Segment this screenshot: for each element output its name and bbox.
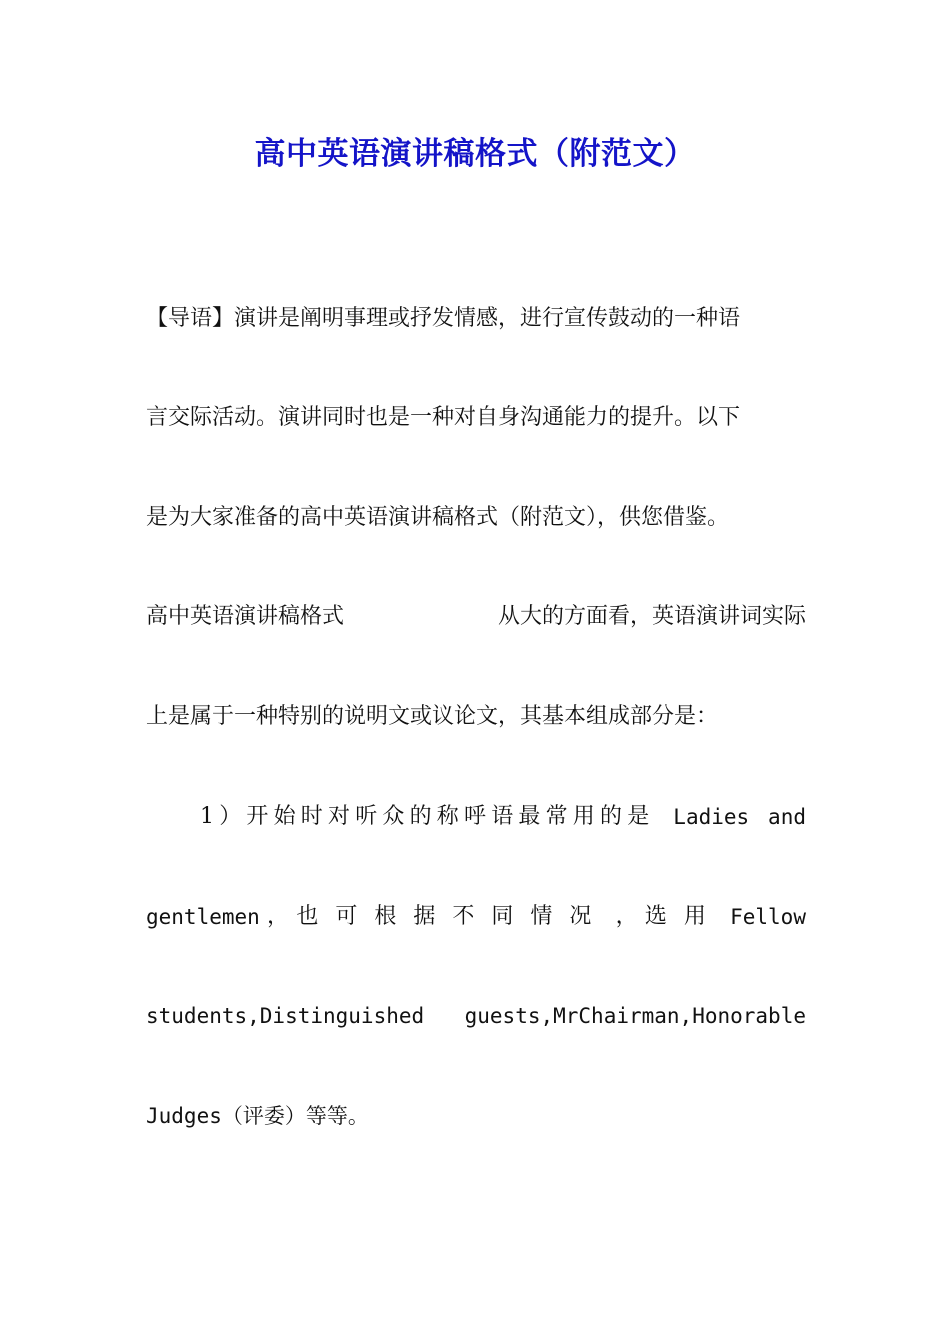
item-1-students: students,Distinguished xyxy=(146,1004,425,1028)
paragraph-line-1: 【导语】演讲是阐明事理或抒发情感，进行宣传鼓动的一种语 xyxy=(146,306,741,331)
paragraph-line-6 xyxy=(200,797,806,837)
paragraph-line-7 xyxy=(146,897,806,937)
item-1-guests: guests,MrChairman,Honorable xyxy=(464,1004,806,1028)
comma-2: ， xyxy=(615,904,638,929)
paragraph-line-3: 是为大家准备的高中英语演讲稿格式（附范文），供您借鉴。 xyxy=(146,505,730,530)
paragraph-line-4 xyxy=(146,597,806,637)
paragraph-line-2: 言交际活动。演讲同时也是一种对自身沟通能力的提升。以下 xyxy=(146,405,741,430)
comma-1: ， xyxy=(267,904,290,929)
item-1-english-b: and xyxy=(768,805,806,829)
item-1-fellow: Fellow xyxy=(730,905,806,929)
item-1-english-a: Ladies xyxy=(673,805,750,829)
item-1-judges: Judges（评委）等等。 xyxy=(146,1104,369,1128)
paragraph-line-9 xyxy=(146,1096,806,1137)
item-1-gentlemen: gentlemen xyxy=(146,905,260,929)
item-1-text: 1）开始时对听众的称呼语最常用的是 xyxy=(200,804,655,829)
item-1-alt-text: 也可根据不同情况 xyxy=(296,904,609,929)
item-1-select-text: 选用 xyxy=(644,904,723,929)
format-heading: 高中英语演讲稿格式 xyxy=(146,604,345,629)
paragraph-line-8 xyxy=(146,996,806,1036)
document-title: 高中英语演讲稿格式（附范文） xyxy=(254,136,696,172)
format-intro-text: 从大的方面看，英语演讲词实际 xyxy=(497,604,806,629)
paragraph-line-5: 上是属于一种特别的说明文或议论文，其基本组成部分是： xyxy=(146,704,719,729)
